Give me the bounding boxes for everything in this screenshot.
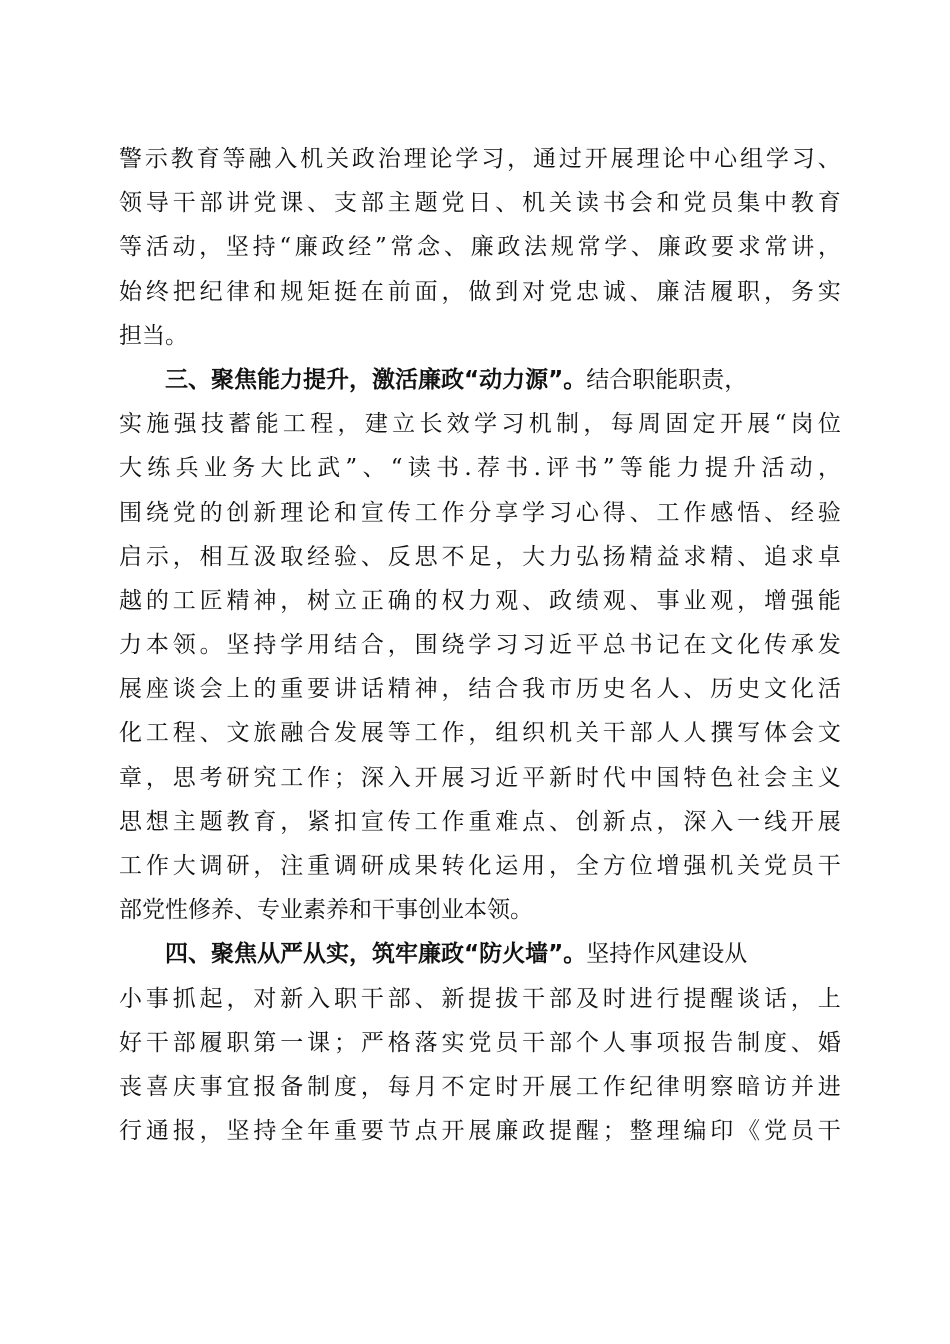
paragraph-warning-education	[119, 137, 841, 358]
paragraph-section-three	[119, 358, 841, 932]
text-line: 小 事 抓 起 ， 对 新 入 职 干 部 、 新 提 拔 干 部 及 时 进 行 提 醒 谈 话 ， 上	[119, 985, 841, 1012]
text-line: 领 导 干 部 讲 党 课 、 支 部 主 题 党 日 、 机 关 读 书 会 和 党 员 集 中 教 育	[119, 190, 841, 217]
text-line: 部党性修养、专业素养和干事创业本领。	[119, 897, 533, 924]
text-line: 思 想 主 题 教 育 ， 紧 扣 宣 传 工 作 重 难 点 、 创 新 点 ， 深 入 一 线 开 展	[119, 808, 841, 835]
text-line: 始 终 把 纪 律 和 规 矩 挺 在 前 面 ， 做 到 对 党 忠 诚 、 廉 洁 履 职 ， 务 实	[119, 278, 841, 305]
text-line: 实 施 强 技 蓄 能 工 程 ， 建 立 长 效 学 习 机 制 ， 每 周 固 定 开 展 “ 岗 位	[119, 411, 841, 438]
text-line: 行 通 报 ， 坚 持 全 年 重 要 节 点 开 展 廉 政 提 醒 ； 整 理 编 印 《 党 员 干	[119, 1118, 841, 1145]
text-line: 好 干 部 履 职 第 一 课 ； 严 格 落 实 党 员 干 部 个 人 事 项 报 告 制 度 、 婚	[119, 1029, 841, 1056]
section-three-lead: 结合职能职责，	[586, 366, 748, 393]
text-line: 大 练 兵 业 务 大 比 武 ” 、 “ 读 书 . 荐 书 . 评 书 ” 等 能 力 提 升 活 动 ，	[119, 455, 841, 482]
text-line: 启 示 ， 相 互 汲 取 经 验 、 反 思 不 足 ， 大 力 弘 扬 精 益 求 精 、 追 求 卓	[119, 543, 841, 570]
text-line: 力 本 领 。 坚 持 学 用 结 合 ， 围 绕 学 习 习 近 平 总 书 记 在 文 化 传 承 发	[119, 632, 841, 659]
text-line: 担当。	[119, 322, 188, 349]
text-line: 展 座 谈 会 上 的 重 要 讲 话 精 神 ， 结 合 我 市 历 史 名 人 、 历 史 文 化 活	[119, 676, 841, 703]
text-line: 警 示 教 育 等 融 入 机 关 政 治 理 论 学 习 ， 通 过 开 展 理 论 中 心 组 学 习 、	[119, 146, 841, 172]
section-four-heading: 四、聚焦从严从实，筑牢廉政“防火墙”。	[165, 941, 587, 968]
text-line: 章 ， 思 考 研 究 工 作 ； 深 入 开 展 习 近 平 新 时 代 中 国 特 色 社 会 主 义	[119, 764, 841, 791]
text-line: 越 的 工 匠 精 神 ， 树 立 正 确 的 权 力 观 、 政 绩 观 、 事 业 观 ， 增 强 能	[119, 587, 841, 614]
paragraph-section-four	[119, 932, 841, 1153]
section-heading-line	[119, 358, 841, 402]
text-line: 化 工 程 、 文 旅 融 合 发 展 等 工 作 ， 组 织 机 关 干 部 人 人 撰 写 体 会 文	[119, 720, 841, 747]
section-four-lead: 坚持作风建设从	[586, 941, 748, 968]
section-heading-line	[119, 932, 841, 976]
text-line: 等 活 动 ， 坚 持 “ 廉 政 经 ” 常 念 、 廉 政 法 规 常 学 、 廉 政 要 求 常 讲 ，	[119, 234, 841, 261]
text-line: 丧 喜 庆 事 宜 报 备 制 度 ， 每 月 不 定 时 开 展 工 作 纪 律 明 察 暗 访 并 进	[119, 1073, 841, 1100]
text-line: 工 作 大 调 研 ， 注 重 调 研 成 果 转 化 运 用 ， 全 方 位 增 强 机 关 党 员 干	[119, 853, 841, 879]
section-three-heading: 三、聚焦能力提升，激活廉政“动力源”。	[165, 366, 587, 393]
text-line: 围 绕 党 的 创 新 理 论 和 宣 传 工 作 分 享 学 习 心 得 、 工 作 感 悟 、 经 验	[119, 499, 841, 526]
document-body	[119, 137, 841, 1153]
